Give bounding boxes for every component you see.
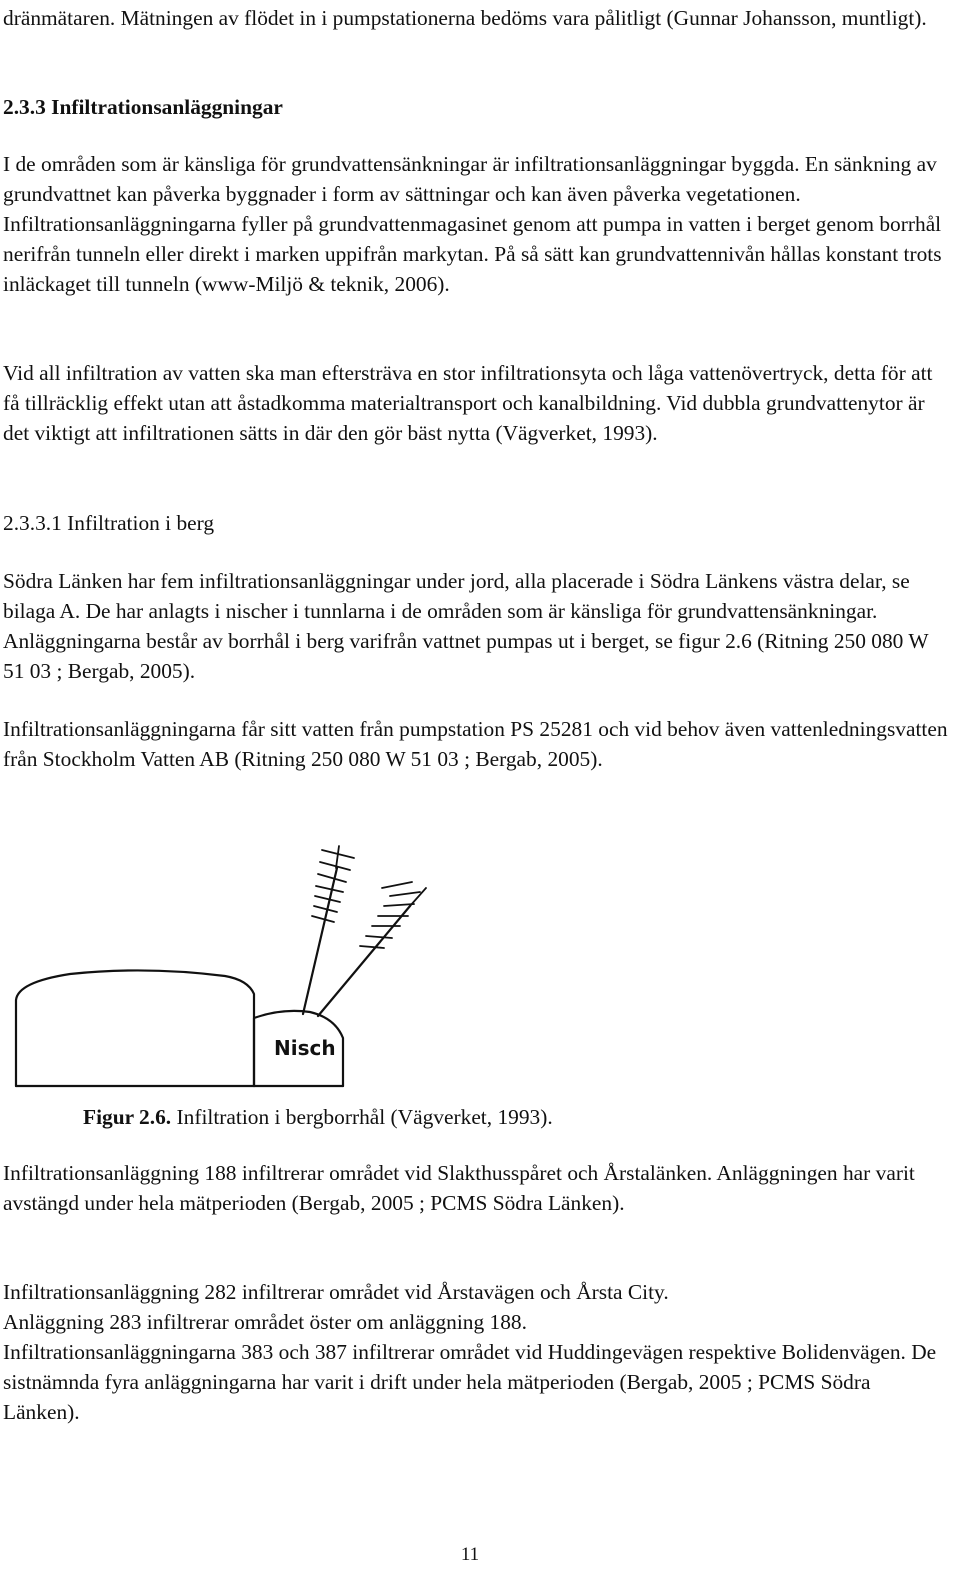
paragraph-facility-283: Anläggning 283 infiltrerar området öster om anläggning 188. xyxy=(3,1310,527,1334)
tunnel-vault xyxy=(16,970,254,1086)
paragraph-facility-188: Infiltrationsanläggning 188 infiltrerar området vid Slakthusspåret och Årstalänken. Anläggningen har varit avstängd under hela mätperioden (Bergab, 2005 ; PCMS Södra Länken). xyxy=(3,1161,915,1216)
page-number: 11 xyxy=(460,1544,480,1565)
figure-caption-label: Figur 2.6. xyxy=(83,1105,172,1129)
figure-caption xyxy=(83,1102,553,1132)
paragraph-facility-282: Infiltrationsanläggning 282 infiltrerar området vid Årstavägen och Årsta City. xyxy=(3,1280,669,1304)
subsection-heading-2-3-3-1: 2.3.3.1 Infiltration i berg xyxy=(3,511,215,535)
paragraph-infiltration-purpose: I de områden som är känsliga för grundvattensänkningar är infiltrationsanläggningar byggda. En sänkning av grundvattnet kan påverka byggnader i form av sättningar och kan även påverka vegetationen. Infiltrationsanläggningarna fyller på grundvattenmagasinet genom att pumpa in vatten i berget genom borrhål nerifrån tunneln eller direkt i marken uppifrån markytan. På så sätt kan grundvattennivån hållas konstant trots inläckaget till tunneln (www-Miljö & teknik, 2006). xyxy=(3,152,942,297)
paragraph-sodra-lanken: Södra Länken har fem infiltrationsanläggningar under jord, alla placerade i Södra Länkens västra delar, se bilaga A. De har anlagts i nischer i tunnlarna i de områden som är känsliga för grundvattensänkningar. Anläggningarna består av borrhål i berg varifrån vattnet pumpas ut i berget, se figur 2.6 (Ritning 250 080 W 51 03 ; Bergab, 2005). xyxy=(3,569,929,684)
paragraph-intro: dränmätaren. Mätningen av flödet in i pumpstationerna bedöms vara pålitligt (Gunnar Johansson, muntligt). xyxy=(3,6,927,30)
borehole-2-hatching xyxy=(360,882,426,948)
section-heading-2-3-3: 2.3.3 Infiltrationsanläggningar xyxy=(3,95,283,119)
niche-label: Nisch xyxy=(274,1036,336,1060)
paragraph-facility-383-387: Infiltrationsanläggningarna 383 och 387 infiltrerar området vid Huddingevägen respektive Bolidenvägen. De sistnämnda fyra anläggningarna har varit i drift under hela mätperioden (Bergab, 2005 ; PCMS Södra Länken). xyxy=(3,1340,937,1425)
paragraph-water-source: Infiltrationsanläggningarna får sitt vatten från pumpstation PS 25281 och vid behov även vattenledningsvatten från Stockholm Vatten AB (Ritning 250 080 W 51 03 ; Bergab, 2005). xyxy=(3,717,948,772)
figure-infiltration-diagram xyxy=(0,828,960,1098)
borehole-2 xyxy=(318,906,410,1016)
paragraph-infiltration-guidelines: Vid all infiltration av vatten ska man eftersträva en stor infiltrationsyta och låga vattenövertryck, detta för att få tillräcklig effekt utan att åstadkomma materialtransport och kanalbildning. Vid dubbla grundvattenytor är det viktigt att infiltrationen sätts in där den gör bäst nytta (Vägverket, 1993). xyxy=(3,361,933,446)
figure-caption-text: Infiltration i bergborrhål (Vägverket, 1993). xyxy=(171,1105,553,1129)
